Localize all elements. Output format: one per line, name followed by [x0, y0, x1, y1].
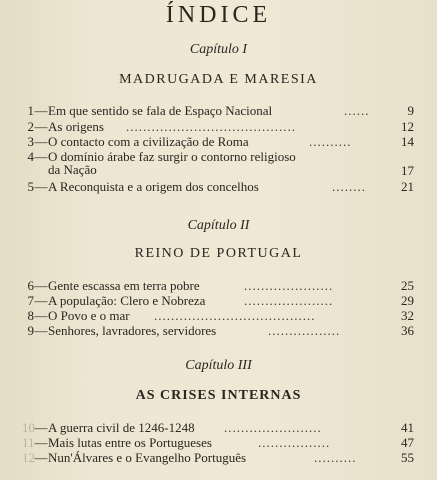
entry-page: 36	[401, 323, 414, 338]
toc-entry: 6—Gente escassa em terra pobre ..................... 25	[22, 279, 414, 292]
entry-dots: ........	[332, 179, 366, 194]
toc-entry: 10—A guerra civil de 1246-1248 ....................... 41	[22, 420, 414, 435]
toc-entry: 11—Mais lutas entre os Portugueses ................. 47	[22, 435, 414, 450]
entry-text: O Povo e o mar	[48, 308, 130, 323]
chapter-3-label: Capítulo III	[185, 358, 252, 373]
entry-text: Gente escassa em terra pobre	[48, 278, 200, 293]
entry-text: As origens	[48, 119, 104, 134]
entry-number: 3	[27, 134, 34, 149]
entry-number: 11	[22, 435, 35, 450]
entry-page: 14	[401, 134, 414, 149]
toc-entry: 4—O domínio árabe faz surgir o contorno religioso da Nação 17	[22, 150, 414, 163]
entry-text: A Reconquista e a origem dos concelhos	[48, 179, 259, 194]
chapter-2-title: REINO DE PORTUGAL	[134, 246, 303, 261]
entry-text: A população: Clero e Nobreza	[48, 293, 206, 308]
toc-entry: 2—As origens ........................................ 12	[22, 120, 414, 133]
entry-text-continuation: da Nação	[48, 162, 97, 177]
entry-page: 21	[401, 179, 414, 194]
entry-number: 8	[27, 308, 34, 323]
entry-dots: ..........	[314, 450, 357, 465]
toc-entry: 7—A população: Clero e Nobreza ..................... 29	[22, 294, 414, 307]
entry-text: Em que sentido se fala de Espaço Nacional	[48, 103, 273, 118]
chapter-2-label: Capítulo II	[187, 218, 250, 233]
entry-dots: .....................	[244, 293, 334, 308]
entry-text: A guerra civil de 1246-1248	[48, 420, 195, 435]
toc-entry: 12—Nun'Álvares e o Evangelho Português .......... 55	[22, 450, 414, 465]
entry-page: 47	[401, 435, 414, 450]
entry-page: 41	[401, 420, 414, 435]
chapter-1-label: Capítulo I	[189, 42, 248, 57]
toc-entry: 3—O contacto com a civilização de Roma .......... 14	[22, 135, 414, 148]
entry-number: 10	[22, 420, 35, 435]
entry-page: 32	[401, 308, 414, 323]
entry-dots: .................	[258, 435, 331, 450]
entry-dots: .....................	[244, 278, 334, 293]
toc-entry: 1—Em que sentido se fala de Espaço Nacional ...... 9	[22, 104, 414, 117]
toc-entry: 8—O Povo e o mar ...................................... 32	[22, 309, 414, 322]
entry-text: O contacto com a civilização de Roma	[48, 134, 249, 149]
entry-page: 55	[401, 450, 414, 465]
entry-dots: ........................................	[126, 119, 296, 134]
entry-dots: .................	[268, 323, 341, 338]
toc-entry: 5—A Reconquista e a origem dos concelhos ........ 21	[22, 180, 414, 193]
entry-page: 25	[401, 278, 414, 293]
page-title: ÍNDICE	[165, 2, 272, 28]
toc-entry: 9—Senhores, lavradores, servidores ................. 36	[22, 324, 414, 337]
entry-number: 9	[27, 323, 34, 338]
entry-number: 6	[27, 278, 34, 293]
entry-dots: ......................................	[154, 308, 316, 323]
entry-dots: ..........	[309, 134, 352, 149]
entry-dots: ......	[344, 103, 370, 118]
entry-number: 1	[27, 103, 34, 118]
entry-page: 12	[401, 119, 414, 134]
entry-page: 17	[401, 163, 414, 178]
entry-number: 2	[27, 119, 34, 134]
entry-number: 4	[27, 149, 34, 164]
entry-number: 7	[27, 293, 34, 308]
entry-page: 29	[401, 293, 414, 308]
entry-dots: .......................	[224, 420, 322, 435]
entry-number: 12	[22, 450, 35, 465]
entry-number: 5	[27, 179, 34, 194]
entry-page: 9	[407, 103, 414, 118]
chapter-3-title: AS CRISES INTERNAS	[135, 388, 302, 403]
entry-text: Mais lutas entre os Portugueses	[48, 435, 212, 450]
entry-text: O domínio árabe faz surgir o contorno religioso	[48, 149, 296, 164]
chapter-1-title: MADRUGADA E MARESIA	[119, 72, 318, 87]
entry-text: Nun'Álvares e o Evangelho Português	[48, 450, 247, 465]
entry-text: Senhores, lavradores, servidores	[48, 323, 217, 338]
